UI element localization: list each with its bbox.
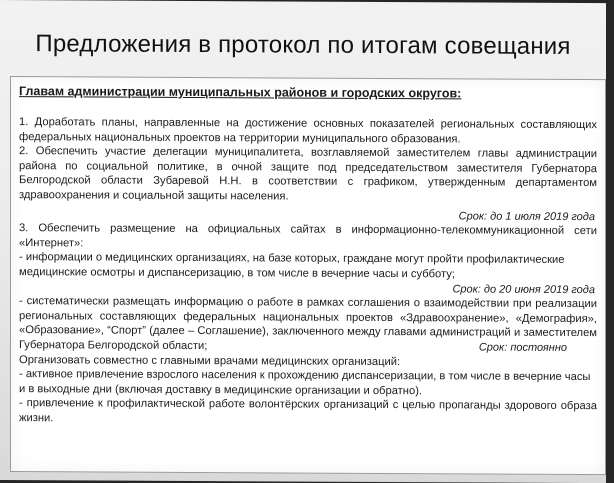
item-2: 2. Обеспечить участие делегации муниципалитета, возглавляемой заместителем главы администрации района по социальной политике, в очной защите под председательством заместителя Губернатора Белгородской области Зубаревой Н.Н. в соответствии с графиком, утвержденным департаментом здравоохранения и социальной защиты населения. <box>19 145 597 203</box>
item-4: Организовать совместно с главными врачами медицинских организаций: <box>19 353 401 368</box>
content-body <box>19 83 597 428</box>
deadline-2: Срок: до 20 июня 2019 года <box>452 282 595 296</box>
addressee-heading: Главам администрации муниципальных районов и городских округов: <box>19 84 462 101</box>
slide-title: Предложения в протокол по итогам совещания <box>35 30 571 60</box>
item-3b <box>19 294 597 355</box>
item-3: 3. Обеспечить размещение на официальных сайтах в информационно-телекоммуникационной сети «Интернет»: <box>19 222 597 250</box>
deadline-1: Срок: до 1 июля 2019 года <box>458 209 595 223</box>
item-3b-text: - систематически размещать информацию о работе в рамках соглашения о взаимодействии при реализации региональных составляющих федеральных национальных проектов «Здравоохранение», «Демография», «Образование», “Спорт” (далее – Соглашение), заключенного между главами администраций и заместителем Губернатора Белгородской области; <box>19 295 597 352</box>
content-panel <box>10 76 606 475</box>
item-3a: - информации о медицинских организациях, на базе которых, граждане могут пройти профилактические медицинские осмотры и диспансеризацию, в том числе в вечерние часы и субботу; <box>19 251 565 281</box>
item-4a: - активное привлечение взрослого населения к прохождению диспансеризации, в том числе в вечерние часы и в выходные дни (включая доставку в медицинские организации и обратно). <box>19 368 591 397</box>
item-4b: - привлечение к профилактической работе волонтёрских организаций с целью пропаганды здорового образа жизни. <box>19 397 597 425</box>
deadline-3: Срок: постоянно <box>478 341 567 354</box>
item-1: 1. Доработать планы, направленные на достижение основных показателей региональных составляющих федеральных национальных проектов на территории муниципального образования. <box>19 116 597 146</box>
